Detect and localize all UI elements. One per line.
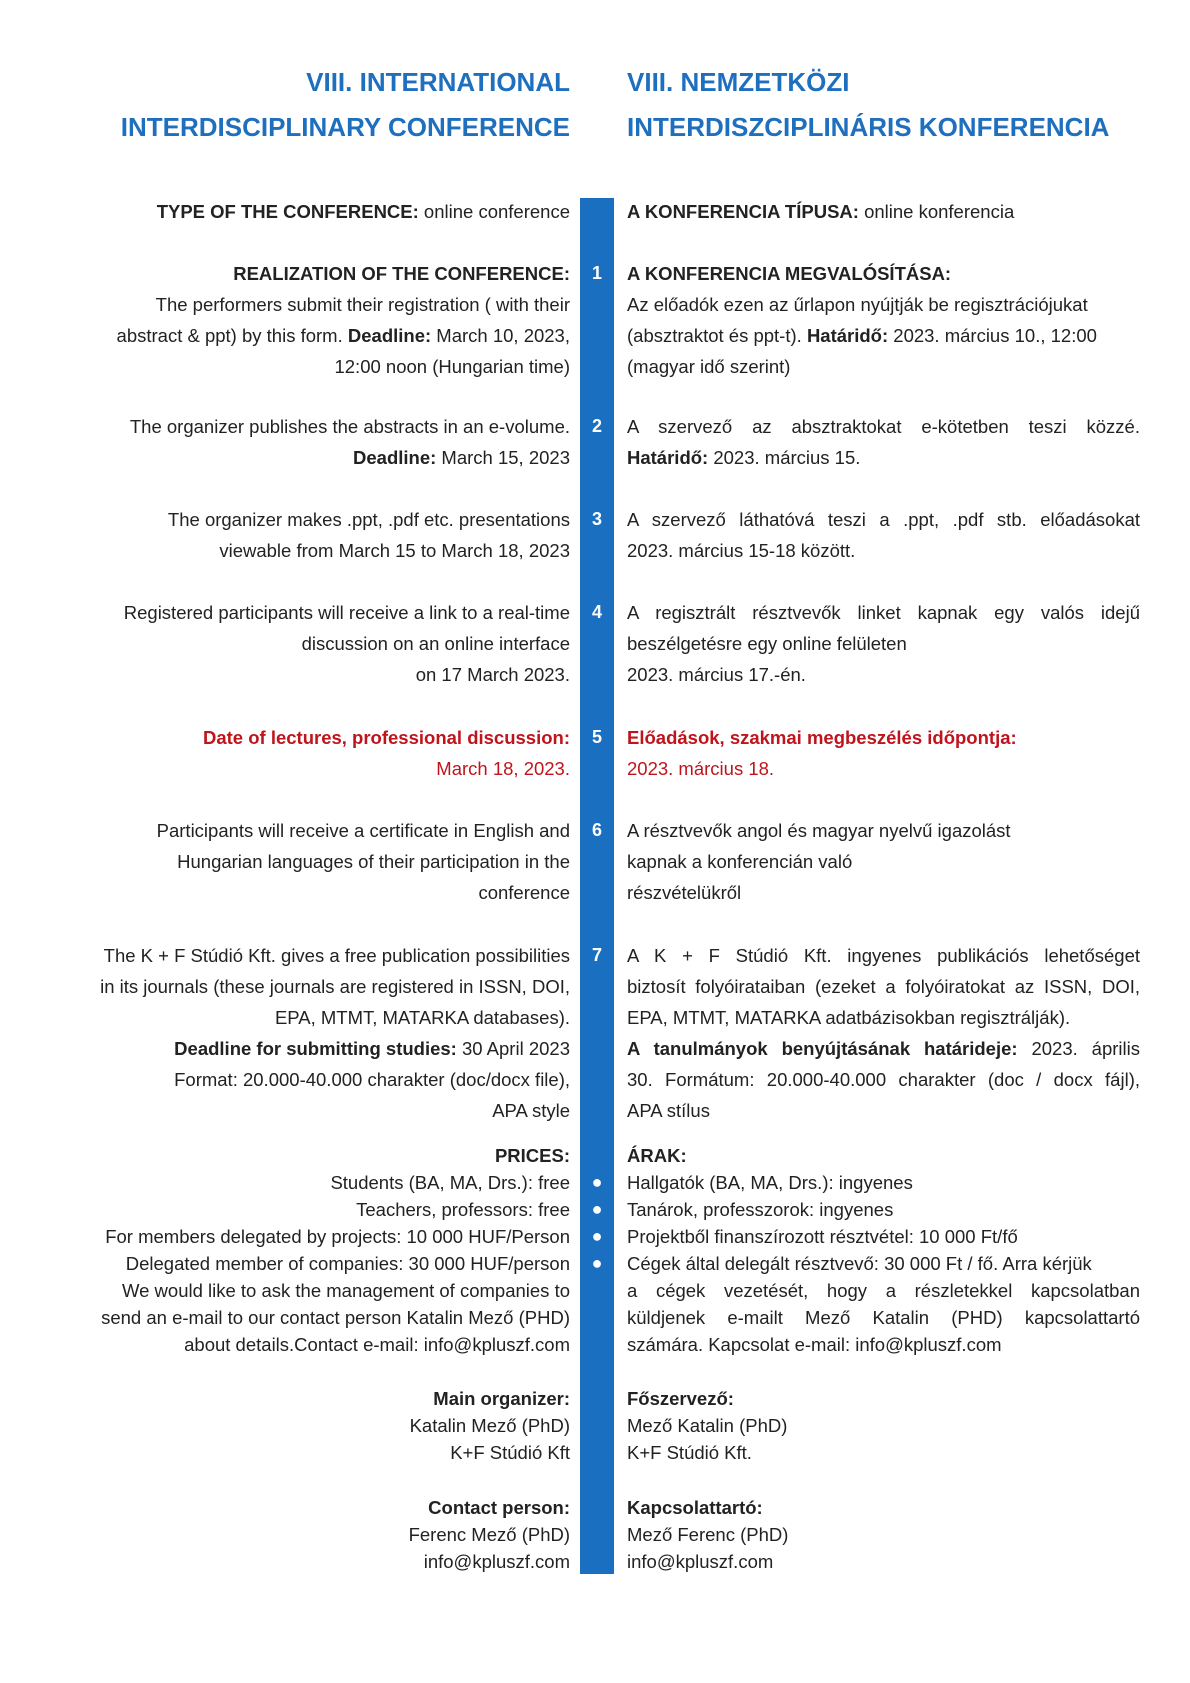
step3-en-line2: viewable from March 15 to March 18, 2023 <box>219 540 570 561</box>
contact-hu-name: Mező Ferenc (PhD) <box>627 1524 789 1545</box>
realization-en-deadline-value: March 10, 2023, <box>431 325 570 346</box>
step-number-3: 3 <box>591 509 602 529</box>
realization-en-text1: The performers submit their registration ( with their <box>155 294 570 315</box>
step-number-2: 2 <box>591 416 602 436</box>
prices-en-heading: PRICES: <box>494 1145 570 1166</box>
step7-hu <box>627 940 1140 1126</box>
step5-en-line1: Date of lectures, professional discussion: <box>202 727 570 748</box>
price-item: Students (BA, MA, Drs.): free <box>330 1172 570 1193</box>
step5-en-line2: March 18, 2023. <box>436 758 570 779</box>
step7-en-line2: in its journals (these journals are registered in ISSN, DOI, <box>100 976 570 997</box>
contact-hu-heading: Kapcsolattartó: <box>627 1497 763 1518</box>
step-number-4: 4 <box>591 602 602 622</box>
step4-en <box>40 597 570 690</box>
step2-hu-text: A szervező az absztraktokat e-kötetben teszi közzé. <box>627 416 1140 437</box>
bullet-icon: ● <box>591 1172 603 1192</box>
step2-en-text: The organizer publishes the abstracts in an e-volume. <box>129 416 570 437</box>
step4-hu <box>627 597 1140 690</box>
realization-en <box>40 258 570 382</box>
step4-hu-line2: beszélgetésre egy online felületen <box>627 633 907 654</box>
organizer-en-name: Katalin Mező (PhD) <box>409 1415 570 1436</box>
title-hungarian <box>627 60 1187 150</box>
organizer-hu-name: Mező Katalin (PhD) <box>627 1415 788 1436</box>
step6-hu-line1: A résztvevők angol és magyar nyelvű igazolást <box>627 820 1011 841</box>
prices-hu <box>627 1142 1140 1358</box>
prices-en <box>40 1142 570 1358</box>
realization-en-heading: REALIZATION OF THE CONFERENCE: <box>233 263 570 284</box>
step7-en-line5: Format: 20.000-40.000 charakter (doc/docx file), <box>174 1069 570 1090</box>
step-number-6: 6 <box>591 820 602 840</box>
step4-hu-line3: 2023. március 17.-én. <box>627 664 806 685</box>
step4-en-line2: discussion on an online interface <box>301 633 570 654</box>
step6-en <box>40 815 570 908</box>
step7-hu-deadline-value: 2023. április <box>1017 1038 1140 1059</box>
realization-hu <box>627 258 1140 382</box>
step7-en-deadline-value: 30 April 2023 <box>456 1038 570 1059</box>
price-item: Delegated member of companies: 30 000 HUF/person <box>125 1253 570 1274</box>
step6-en-line2: Hungarian languages of their participation in the <box>177 851 570 872</box>
step7-en-line1: The K + F Stúdió Kft. gives a free publication possibilities <box>103 945 570 966</box>
step-number-7: 7 <box>591 945 602 965</box>
prices-hu-note2: küldjenek e-mailt Mező Katalin (PHD) kapcsolattartó <box>627 1307 1140 1328</box>
contact-hu <box>627 1494 1140 1575</box>
realization-hu-heading: A KONFERENCIA MEGVALÓSÍTÁSA: <box>627 263 952 284</box>
prices-hu-heading: ÁRAK: <box>627 1145 687 1166</box>
bullet-icon: ● <box>591 1226 603 1246</box>
prices-hu-note3: számára. Kapcsolat e-mail: info@kpluszf.com <box>627 1334 1002 1355</box>
type-hu <box>627 196 1140 227</box>
step6-hu-line3: részvételükről <box>627 882 742 903</box>
step2-en-deadline-label: Deadline: <box>353 447 437 468</box>
step2-en <box>40 411 570 473</box>
type-en-value: online conference <box>418 201 570 222</box>
step3-en <box>40 504 570 566</box>
price-item: Cégek által delegált résztvevő: 30 000 Ft / fő. Arra kérjük <box>627 1253 1092 1274</box>
step2-en-deadline-value: March 15, 2023 <box>436 447 570 468</box>
organizer-hu <box>627 1385 1140 1466</box>
prices-hu-note1: a cégek vezetését, hogy a részletekkel kapcsolatban <box>627 1280 1140 1301</box>
step2-hu-deadline-value: 2023. március 15. <box>708 447 861 468</box>
step6-hu-line2: kapnak a konferencián való <box>627 851 853 872</box>
price-item: For members delegated by projects: 10 000 HUF/Person <box>105 1226 570 1247</box>
step5-en <box>40 722 570 784</box>
step3-en-line1: The organizer makes .ppt, .pdf etc. presentations <box>167 509 570 530</box>
realization-hu-text2: (absztraktot és ppt-t). <box>627 325 807 346</box>
realization-en-text3: 12:00 noon (Hungarian time) <box>334 356 570 377</box>
organizer-hu-heading: Főszervező: <box>627 1388 734 1409</box>
price-item: Tanárok, professzorok: ingyenes <box>627 1199 894 1220</box>
step7-hu-line5: 30. Formátum: 20.000-40.000 charakter (doc / docx fájl), <box>627 1069 1140 1090</box>
organizer-hu-org: K+F Stúdió Kft. <box>627 1442 752 1463</box>
step6-en-line1: Participants will receive a certificate in English and <box>156 820 570 841</box>
step7-en-line3: EPA, MTMT, MATARKA databases). <box>274 1007 570 1028</box>
prices-en-note3: about details.Contact e-mail: info@kpluszf.com <box>184 1334 570 1355</box>
step4-en-line1: Registered participants will receive a link to a real-time <box>123 602 570 623</box>
title-hu-line1: VIII. NEMZETKÖZI <box>627 67 850 97</box>
realization-hu-text3: (magyar idő szerint) <box>627 356 791 377</box>
step2-hu-deadline-label: Határidő: <box>627 447 709 468</box>
bullet-icon: ● <box>591 1253 603 1273</box>
contact-en <box>40 1494 570 1575</box>
step3-hu-line2: 2023. március 15-18 között. <box>627 540 856 561</box>
step6-en-line3: conference <box>478 882 570 903</box>
step7-hu-line2: biztosít folyóirataiban (ezeket a folyóiratokat az ISSN, DOI, <box>627 976 1140 997</box>
title-en-line1: VIII. INTERNATIONAL <box>306 67 570 97</box>
organizer-en <box>40 1385 570 1466</box>
contact-en-name: Ferenc Mező (PhD) <box>408 1524 570 1545</box>
step7-hu-line1: A K + F Stúdió Kft. ingyenes publikációs lehetőséget <box>627 945 1140 966</box>
organizer-en-heading: Main organizer: <box>433 1388 570 1409</box>
realization-hu-deadline-label: Határidő: <box>806 325 889 346</box>
prices-en-note2: send an e-mail to our contact person Katalin Mező (PHD) <box>101 1307 570 1328</box>
step7-en-line6: APA style <box>492 1100 570 1121</box>
type-hu-value: online konferencia <box>858 201 1015 222</box>
timeline-bar <box>580 198 614 1574</box>
realization-hu-deadline-value: 2023. március 10., 12:00 <box>888 325 1097 346</box>
step7-hu-line3: EPA, MTMT, MATARKA adatbázisokban regisztrálják). <box>627 1007 1071 1028</box>
step-number-1: 1 <box>591 263 602 283</box>
price-item: Teachers, professors: free <box>356 1199 570 1220</box>
realization-hu-text1: Az előadók ezen az űrlapon nyújtják be regisztrációjukat <box>627 294 1088 315</box>
contact-hu-email: info@kpluszf.com <box>627 1551 774 1572</box>
title-en-line2: INTERDISCIPLINARY CONFERENCE <box>120 112 570 142</box>
step5-hu-line2: 2023. március 18. <box>627 758 775 779</box>
organizer-en-org: K+F Stúdió Kft <box>450 1442 570 1463</box>
step7-hu-deadline-label: A tanulmányok benyújtásának határideje: <box>627 1038 1018 1059</box>
step5-hu-line1: Előadások, szakmai megbeszélés időpontja: <box>627 727 1017 748</box>
realization-en-text2: abstract & ppt) by this form. <box>116 325 348 346</box>
step-number-5: 5 <box>591 727 602 747</box>
step2-hu <box>627 411 1140 473</box>
step7-en <box>40 940 570 1126</box>
step6-hu <box>627 815 1140 908</box>
title-english <box>40 60 570 150</box>
step4-en-line3: on 17 March 2023. <box>415 664 570 685</box>
type-en <box>40 196 570 227</box>
title-hu-line2: INTERDISZCIPLINÁRIS KONFERENCIA <box>627 112 1110 142</box>
step5-hu <box>627 722 1140 784</box>
step3-hu-line1: A szervező láthatóvá teszi a .ppt, .pdf stb. előadásokat <box>627 509 1140 530</box>
type-en-label: TYPE OF THE CONFERENCE: <box>156 201 419 222</box>
step7-en-deadline-label: Deadline for submitting studies: <box>174 1038 457 1059</box>
contact-en-heading: Contact person: <box>428 1497 570 1518</box>
realization-en-deadline-label: Deadline: <box>347 325 432 346</box>
price-item: Projektből finanszírozott résztvétel: 10 000 Ft/fő <box>627 1226 1018 1247</box>
step3-hu <box>627 504 1140 566</box>
price-item: Hallgatók (BA, MA, Drs.): ingyenes <box>627 1172 913 1193</box>
contact-en-email: info@kpluszf.com <box>423 1551 570 1572</box>
prices-en-note1: We would like to ask the management of companies to <box>121 1280 570 1301</box>
step7-hu-line6: APA stílus <box>627 1100 710 1121</box>
type-hu-label: A KONFERENCIA TÍPUSA: <box>627 201 859 222</box>
step4-hu-line1: A regisztrált résztvevők linket kapnak egy valós idejű <box>627 602 1140 623</box>
bullet-icon: ● <box>591 1199 603 1219</box>
